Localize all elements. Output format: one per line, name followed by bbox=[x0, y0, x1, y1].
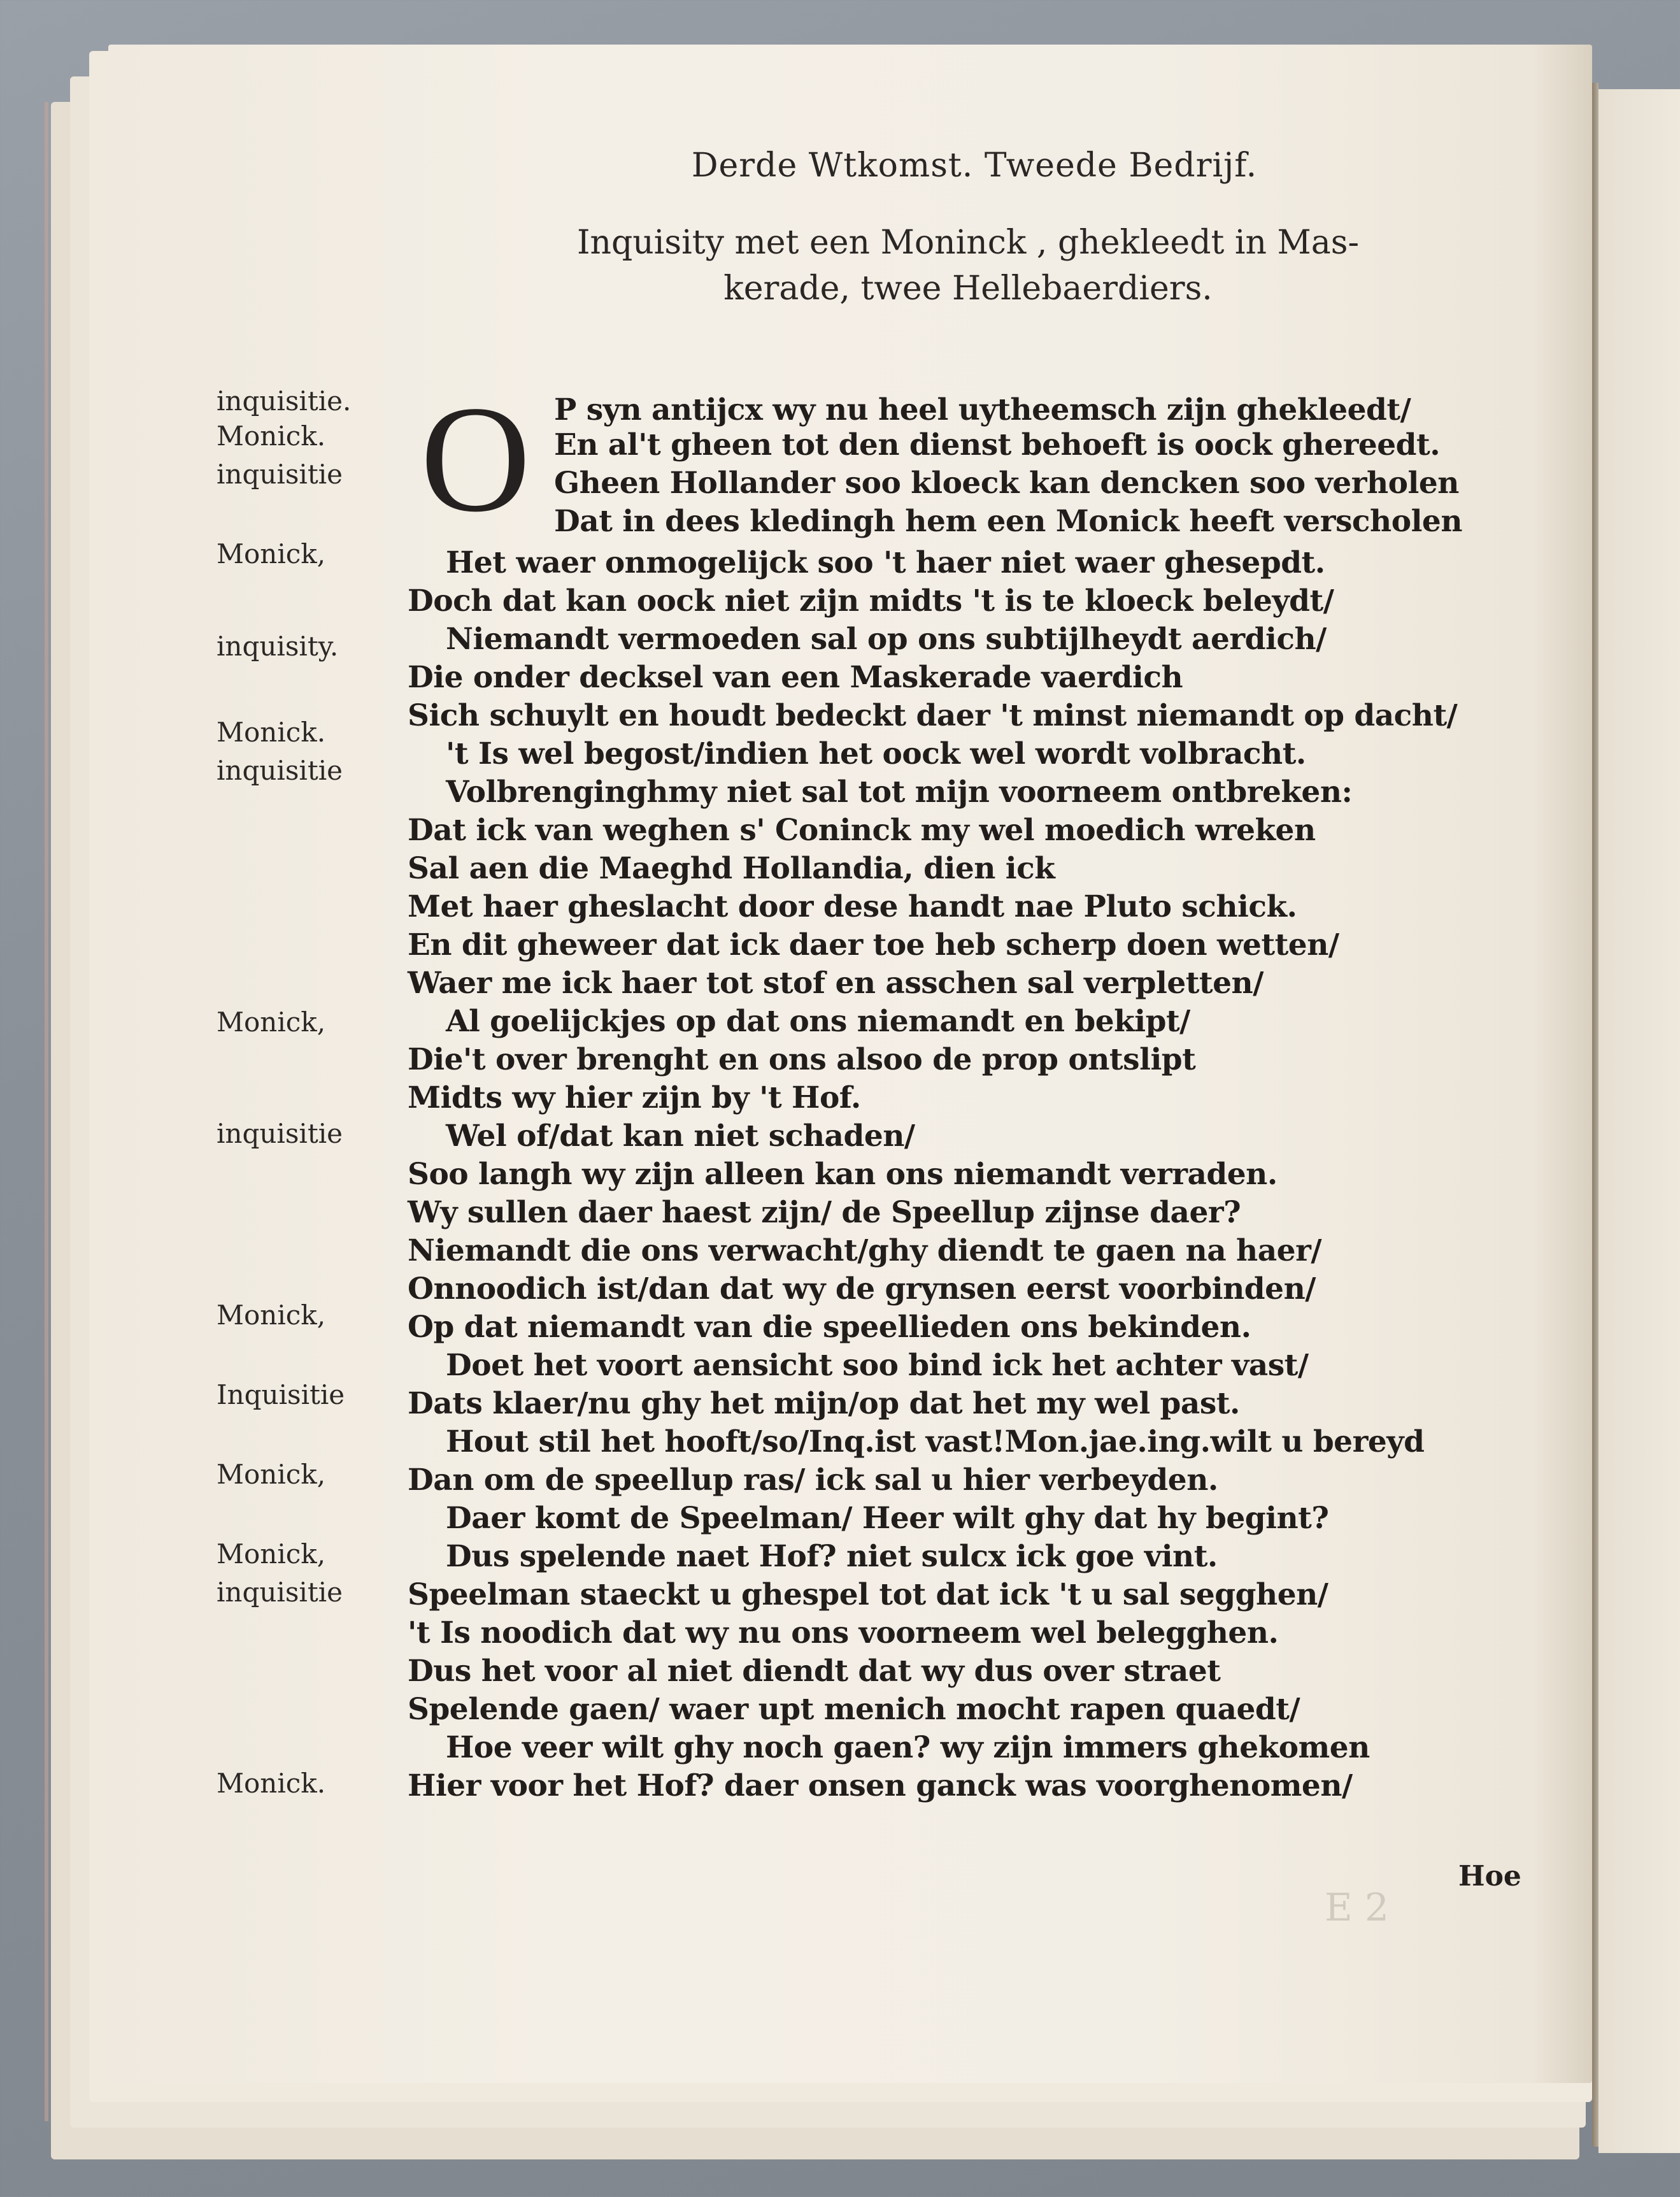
verse-line: Hier voor het Hof? daer onsen ganck was voorghenomen/ bbox=[408, 1768, 1353, 1803]
verse-line: Waer me ick haer tot stof en asschen sal verpletten/ bbox=[408, 966, 1264, 1001]
verse-line: Hout stil het hooft/so/Inq.ist vast!Mon.jae.ing.wilt u bereyd bbox=[446, 1424, 1425, 1459]
verse-line: En al't gheen tot den dienst behoeft is oock ghereedt. bbox=[554, 427, 1441, 462]
verse-line: 't Is wel begost/indien het oock wel wordt volbracht. bbox=[446, 736, 1306, 771]
scene-title bbox=[446, 220, 1490, 311]
scene-title-line: kerade, twee Hellebaerdiers. bbox=[723, 269, 1213, 308]
verse-line: Die't over brenght en ons alsoo de prop ontslipt bbox=[408, 1042, 1196, 1077]
verse-line: Sal aen die Maeghd Hollandia, dien ick bbox=[408, 851, 1055, 886]
verse-line: Met haer gheslacht door dese handt nae Pluto schick. bbox=[408, 889, 1297, 924]
bleed-through-signature: E 2 bbox=[1325, 1886, 1390, 1930]
verse-line: Gheen Hollander soo kloeck kan dencken soo verholen bbox=[554, 466, 1459, 501]
catchword: Hoe bbox=[1458, 1860, 1521, 1893]
verse-line: Niemandt vermoeden sal op ons subtijlheydt aerdich/ bbox=[446, 622, 1327, 657]
speaker-label: Monick. bbox=[217, 420, 326, 452]
speaker-label: inquisitie. bbox=[217, 385, 352, 417]
speaker-label: Monick. bbox=[217, 1768, 326, 1799]
speaker-label: inquisitie bbox=[217, 1118, 343, 1149]
verse-line: Spelende gaen/ waer upt menich mocht rapen quaedt/ bbox=[408, 1692, 1300, 1727]
speaker-label: inquisity. bbox=[217, 631, 339, 662]
verse-line: En dit gheweer dat ick daer toe heb scherp doen wetten/ bbox=[408, 927, 1339, 963]
verse-line: Doch dat kan oock niet zijn midts 't is te kloeck beleydt/ bbox=[408, 583, 1334, 619]
verse-line: Dat in dees kledingh hem een Monick heeft verscholen bbox=[554, 504, 1462, 539]
verse-line: Het waer onmogelijck soo 't haer niet waer ghesepdt. bbox=[446, 545, 1325, 580]
verse-line: Soo langh wy zijn alleen kan ons niemandt verraden. bbox=[408, 1157, 1278, 1192]
verse-line: Dats klaer/nu ghy het mijn/op dat het my wel past. bbox=[408, 1386, 1240, 1421]
verse-line: Niemandt die ons verwacht/ghy diendt te gaen na haer/ bbox=[408, 1233, 1321, 1268]
verse-line: Wy sullen daer haest zijn/ de Speellup zijnse daer? bbox=[408, 1195, 1241, 1230]
verse-line: 't Is noodich dat wy nu ons voorneem wel belegghen. bbox=[408, 1615, 1279, 1650]
running-head: Derde Wtkomst. Tweede Bedrijf. bbox=[691, 147, 1258, 185]
verse-line: Onnoodich ist/dan dat wy de grynsen eerst voorbinden/ bbox=[408, 1271, 1316, 1306]
verse-line: Dus het voor al niet diendt dat wy dus over straet bbox=[408, 1654, 1221, 1689]
facing-page-edge bbox=[1598, 89, 1680, 2153]
verse-line: Doet het voort aensicht soo bind ick het achter vast/ bbox=[446, 1348, 1309, 1383]
verse-line: Dat ick van weghen s' Coninck my wel moedich wreken bbox=[408, 813, 1316, 848]
verse-line: Die onder decksel van een Maskerade vaerdich bbox=[408, 660, 1183, 695]
red-page-edge bbox=[45, 102, 48, 2121]
verse-line: Speelman staeckt u ghespel tot dat ick 't u sal segghen/ bbox=[408, 1577, 1328, 1612]
verse-line: Midts wy hier zijn by 't Hof. bbox=[408, 1080, 861, 1115]
verse-line: Daer komt de Speelman/ Heer wilt ghy dat hy begint? bbox=[446, 1501, 1329, 1536]
speaker-label: Monick, bbox=[217, 1459, 326, 1490]
book-gutter bbox=[1592, 83, 1598, 2147]
verse-line: Dan om de speellup ras/ ick sal u hier verbeyden. bbox=[408, 1463, 1218, 1498]
speaker-label: Monick, bbox=[217, 1006, 326, 1038]
verse-line: Al goelijckjes op dat ons niemandt en bekipt/ bbox=[446, 1004, 1190, 1039]
speaker-label: inquisitie bbox=[217, 755, 343, 786]
verse-line: Wel of/dat kan niet schaden/ bbox=[446, 1119, 915, 1154]
speaker-label: Monick, bbox=[217, 1538, 326, 1570]
speaker-label: Inquisitie bbox=[217, 1379, 345, 1410]
speaker-label: inquisitie bbox=[217, 459, 343, 490]
speaker-label: Monick. bbox=[217, 717, 326, 748]
verse-line: Op dat niemandt van die speellieden ons bekinden. bbox=[408, 1310, 1251, 1345]
scene-title-line: Inquisity met een Moninck , ghekleedt in Mas- bbox=[576, 224, 1360, 262]
verse-line: Hoe veer wilt ghy noch gaen? wy zijn immers ghekomen bbox=[446, 1730, 1370, 1765]
drop-cap: O bbox=[420, 374, 531, 543]
verse-line: Sich schuylt en houdt bedeckt daer 't minst niemandt op dacht/ bbox=[408, 698, 1458, 733]
speaker-label: Monick, bbox=[217, 1299, 326, 1331]
verse-line: Dus spelende naet Hof? niet sulcx ick goe vint. bbox=[446, 1539, 1218, 1574]
speaker-label: inquisitie bbox=[217, 1577, 343, 1608]
verse-line: P syn antijcx wy nu heel uytheemsch zijn ghekleedt/ bbox=[554, 392, 1411, 427]
speaker-label: Monick, bbox=[217, 538, 326, 569]
verse-line: Volbrenginghmy niet sal tot mijn voorneem ontbreken: bbox=[446, 775, 1353, 810]
